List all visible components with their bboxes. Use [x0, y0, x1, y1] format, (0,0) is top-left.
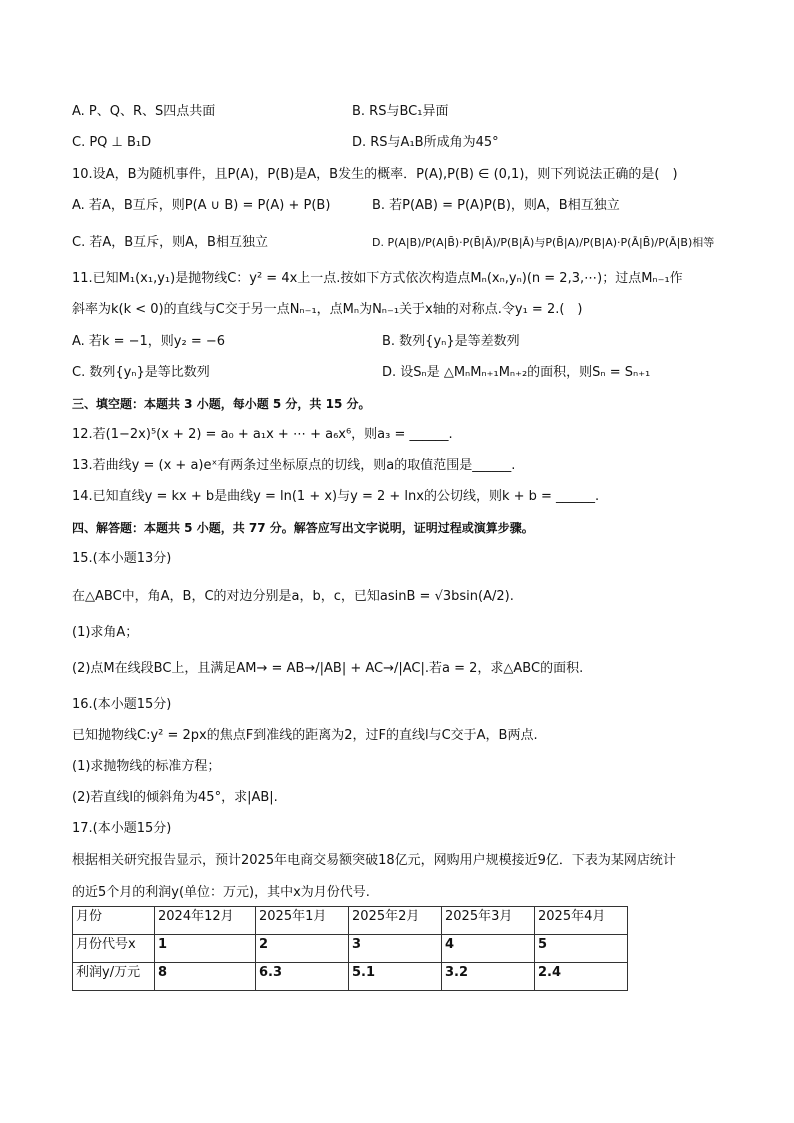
table-row [73, 907, 628, 935]
table-cell: 5 [535, 935, 628, 963]
q11-option-c: C. 数列{yₙ}是等比数列 [72, 365, 210, 380]
q11-option-b: B. 数列{yₙ}是等差数列 [382, 334, 520, 349]
q9-option-b: B. RS与BC₁异面 [352, 104, 449, 119]
q15-stem: 在△ABC中，角A，B，C的对边分别是a，b，c，已知asinB = √3bsin(A/2). [72, 589, 514, 604]
q9-option-a: A. P、Q、R、S四点共面 [72, 104, 216, 119]
table-cell: 2 [256, 935, 349, 963]
table-cell: 5.1 [349, 963, 442, 991]
q11-stem-line1: 11.已知M₁(x₁,y₁)是抛物线C：y² = 4x上一点.按如下方式依次构造点Mₙ(xₙ,yₙ)(n = 2,3,⋯)；过点Mₙ₋₁作 [72, 271, 683, 286]
table-cell: 2025年1月 [256, 907, 349, 935]
table-cell: 8 [155, 963, 256, 991]
section-fill-in-heading: 三、填空题：本题共 3 小题，每小题 5 分，共 15 分。 [72, 397, 371, 411]
q10-option-a: A. 若A，B互斥，则P(A ∪ B) = P(A) + P(B) [72, 198, 331, 213]
q17-heading: 17.(本小题15分) [72, 821, 172, 836]
table-cell: 2025年4月 [535, 907, 628, 935]
profit-table [72, 906, 628, 991]
q15-part1: (1)求角A； [72, 625, 139, 640]
table-cell: 2025年3月 [442, 907, 535, 935]
q15-part2: (2)点M在线段BC上，且满足AM→ = AB→/|AB| + AC→/|AC|.若a = 2，求△ABC的面积. [72, 661, 584, 676]
q16-stem: 已知抛物线C:y² = 2px的焦点F到准线的距离为2，过F的直线l与C交于A，B两点. [72, 728, 538, 743]
q15-heading: 15.(本小题13分) [72, 551, 172, 566]
q10-option-c: C. 若A，B互斥，则A，B相互独立 [72, 235, 268, 250]
q11-stem-line2: 斜率为k(k < 0)的直线与C交于另一点Nₙ₋₁，点Mₙ为Nₙ₋₁关于x轴的对称点.令y₁ = 2.( ) [72, 302, 583, 317]
table-row [73, 963, 628, 991]
q14: 14.已知直线y = kx + b是曲线y = ln(1 + x)与y = 2 + lnx的公切线，则k + b = ______. [72, 489, 600, 504]
table-cell: 6.3 [256, 963, 349, 991]
q12: 12.若(1−2x)⁵(x + 2) = a₀ + a₁x + ⋯ + a₆x⁶，则a₃ = ______. [72, 427, 453, 442]
table-cell: 3 [349, 935, 442, 963]
table-cell: 2024年12月 [155, 907, 256, 935]
q10-option-b: B. 若P(AB) = P(A)P(B)，则A，B相互独立 [372, 198, 620, 213]
table-cell: 2025年2月 [349, 907, 442, 935]
q13: 13.若曲线y = (x + a)eˣ有两条过坐标原点的切线，则a的取值范围是______. [72, 458, 516, 473]
table-cell: 3.2 [442, 963, 535, 991]
q16-part1: (1)求抛物线的标准方程； [72, 759, 221, 774]
table-cell: 利润y/万元 [73, 963, 155, 991]
table-cell: 月份代号x [73, 935, 155, 963]
q17-stem-line2: 的近5个月的利润y(单位：万元)，其中x为月份代号. [72, 885, 370, 900]
table-cell: 月份 [73, 907, 155, 935]
q10-stem: 10.设A，B为随机事件，且P(A)，P(B)是A，B发生的概率．P(A),P(B) ∈ (0,1)，则下列说法正确的是( ) [72, 167, 678, 182]
q11-option-d: D. 设Sₙ是 △MₙMₙ₊₁Mₙ₊₂的面积，则Sₙ = Sₙ₊₁ [382, 365, 651, 380]
section-solution-heading: 四、解答题：本题共 5 小题，共 77 分。解答应写出文字说明，证明过程或演算步骤。 [72, 521, 534, 535]
table-row [73, 935, 628, 963]
q16-heading: 16.(本小题15分) [72, 697, 172, 712]
q16-part2: (2)若直线l的倾斜角为45°，求|AB|. [72, 790, 278, 805]
table-cell: 4 [442, 935, 535, 963]
table-cell: 1 [155, 935, 256, 963]
q9-option-c: C. PQ ⊥ B₁D [72, 135, 152, 150]
table-cell: 2.4 [535, 963, 628, 991]
q17-stem-line1: 根据相关研究报告显示，预计2025年电商交易额突破18亿元，网购用户规模接近9亿．下表为某网店统计 [72, 853, 676, 868]
q11-option-a: A. 若k = −1，则y₂ = −6 [72, 334, 226, 349]
q10-option-d: D. P(A|B)/P(A|B̄)·P(B̄|Ā)/P(B|Ā)与P(B̄|A)/P(B|A)·P(Ā|B̄)/P(Ā|B)相等 [372, 236, 715, 249]
q9-option-d: D. RS与A₁B所成角为45° [352, 135, 499, 150]
